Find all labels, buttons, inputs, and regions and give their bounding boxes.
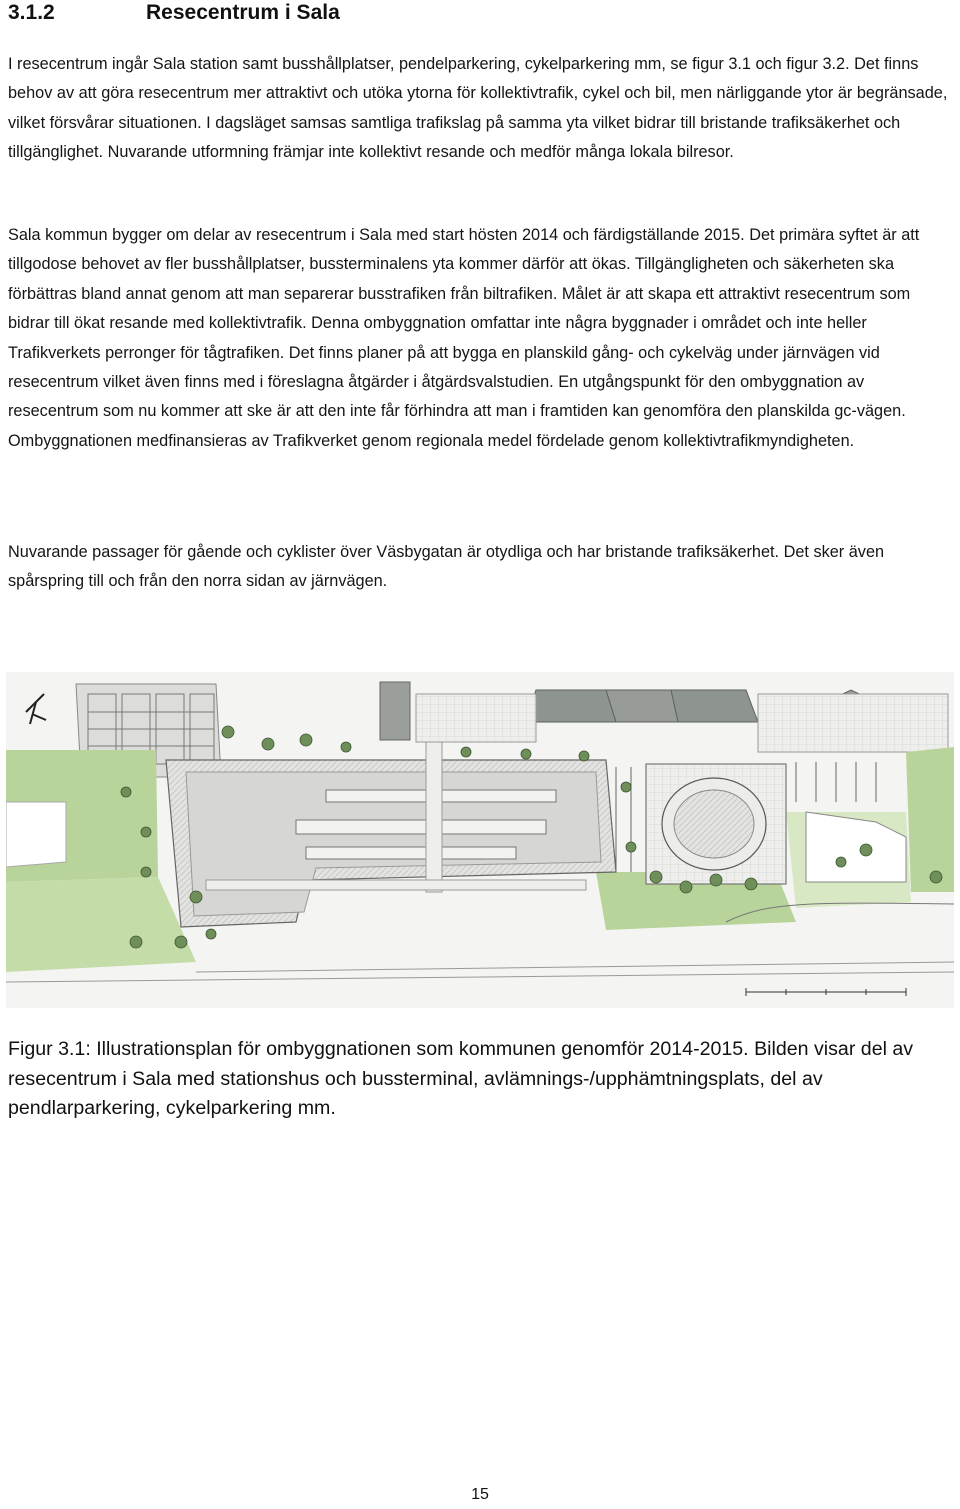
paragraph-intro [8,50,954,168]
paragraph-crossings-text: Nuvarande passager för gående och cyklister över Väsbygatan är otydliga och har bristande trafiksäkerhet. Det sker även spårspring till och från den norra sidan av järnvägen. [8,543,885,591]
paragraph-crossings [8,538,954,597]
section-number: 3.1.2 [8,1,55,24]
figure-caption: Figur 3.1: Illustrationsplan för ombyggnationen som kommunen genomför 2014-2015. Bilden visar del av resecentrum i Sala med stationshus och bussterminal, avlämnings-/upphämtningsplats, del av pendlarparkering, cykelparkering mm. [8,1038,914,1119]
paragraph-intro-text: I resecentrum ingår Sala station samt busshållplatser, pendelparkering, cykelparkering mm, se figur 3.1 och figur 3.2. Det finns behov av att göra resecentrum mer attraktivt och utöka ytorna för kollektivtrafik, cykel och bil, men närliggande ytor är begränsade, vilket försvårar situationen. I dagsläget samsas samtliga trafikslag på samma yta vilket bidrar till bristande trafiksäkerhet och tillgänglighet. Nuvarande utformning främjar inte kollektivt resande och medför många lokala bilresor. [8,55,948,162]
side-lot [6,802,66,867]
paragraph-rebuild [8,221,954,456]
paragraph-rebuild-text: Sala kommun bygger om delar av resecentrum i Sala med start hösten 2014 och färdigställande 2015. Det primära syftet är att tillgodose behovet av fler busshållplatser, bussterminalens yta kommer därför att ökas. Tillgängligheten och säkerheten ska förbättras bland annat genom att man separerar busstrafiken från biltrafiken. Målet är att skapa ett attraktivt resecentrum som bidrar till ökat resande med kollektivtrafik. Denna ombyggnation omfattar inte några byggnader i området och inte heller Trafikverkets perronger för tågtrafiken. Det finns planer på att bygga en planskild gång- och cykelväg under järnvägen vid resecentrum vilket även finns med i föreslagna åtgärder i åtgärdsvalstudien. En utgångspunkt för den ombyggnation av resecentrum som nu kommer att ske är att den inte får förhindra att man i framtiden kan genomföra den planskilda gc-vägen. Ombyggnationen medfinansieras av Trafikverket genom regionala medel fördelade genom kollektivtrafikmyndigheten. [8,226,920,450]
plaza [646,764,786,884]
page-number: 15 [471,1486,489,1503]
section-title: Resecentrum i Sala [146,1,340,24]
illustration-plan-figure [6,672,954,1008]
section-heading [8,0,340,28]
site-plan-drawing [6,672,954,1008]
